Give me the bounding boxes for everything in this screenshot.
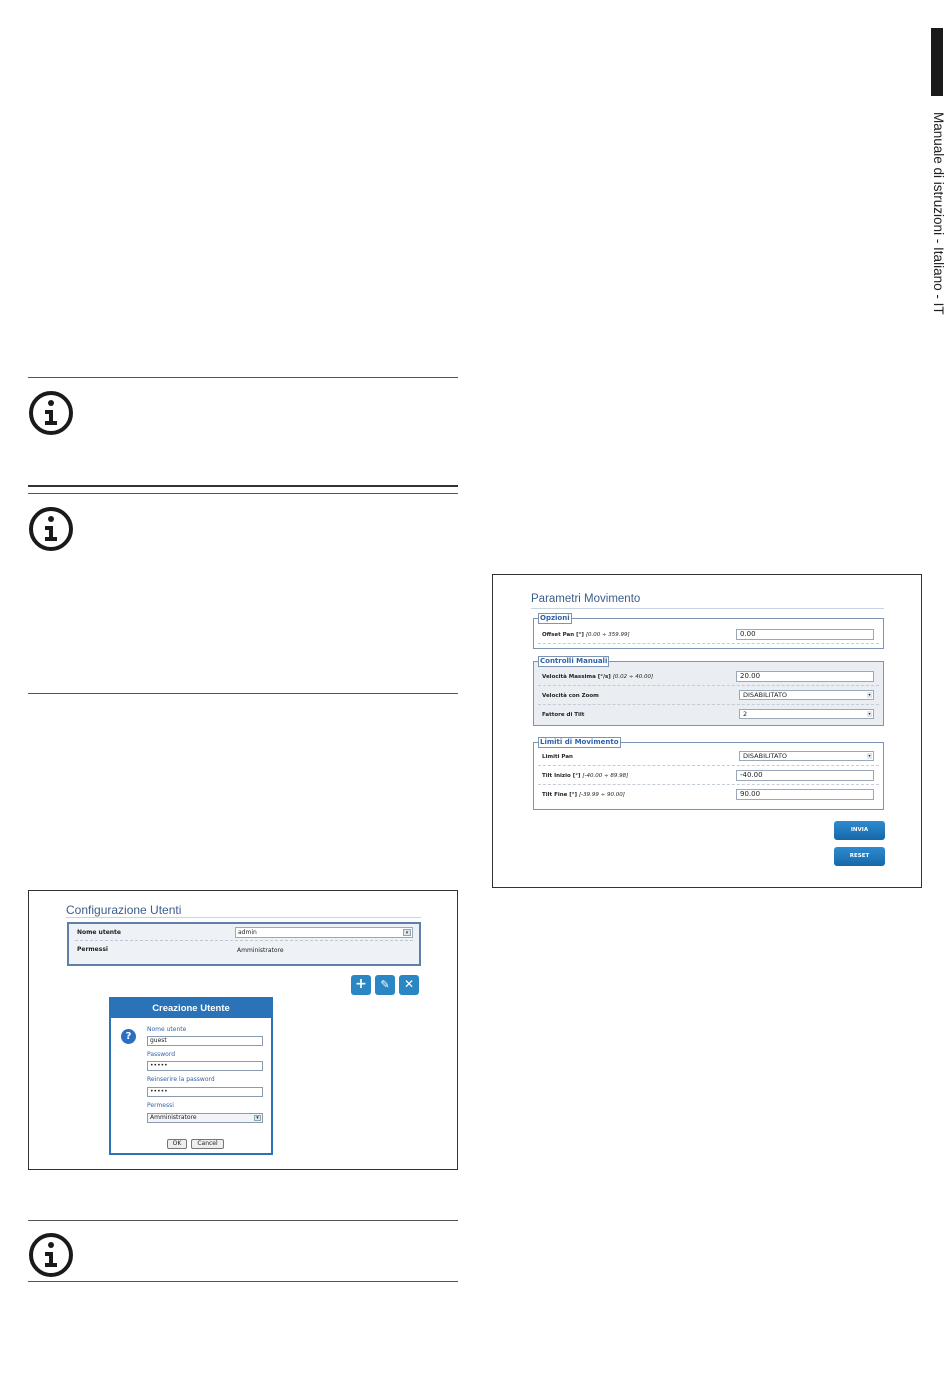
zoom-speed-select[interactable]: DISABILITATO ▾ (739, 690, 874, 700)
options-legend: Opzioni (540, 614, 570, 622)
note-divider (28, 1281, 458, 1282)
row-label: Permessi (77, 946, 108, 953)
username-label: Nome utente (147, 1026, 187, 1033)
chevron-down-icon: ▾ (403, 929, 411, 936)
row-label: Nome utente (77, 929, 121, 936)
tilt-end-range: [-39.99 ÷ 90.00] (578, 792, 625, 798)
note-divider (28, 377, 458, 378)
tilt-factor-row (538, 705, 879, 724)
page-title: Parametri Movimento (531, 593, 641, 605)
tilt-end-label: Tilt Fine [°] (542, 792, 578, 798)
tilt-end-row (538, 785, 879, 804)
info-icon (28, 390, 74, 436)
max-speed-label: Velocità Massima [°/s] (542, 674, 611, 680)
offset-pan-label: Offset Pan [°] (542, 632, 584, 638)
tilt-start-range: [-40.00 ÷ 89.98] (582, 773, 629, 779)
tilt-factor-select[interactable]: 2 ▾ (739, 709, 874, 719)
info-icon (28, 1232, 74, 1278)
manual-controls-fieldset (533, 657, 884, 726)
confirm-password-input[interactable]: ••••• (147, 1087, 263, 1097)
pencil-icon: ✎ (380, 978, 390, 991)
movement-limits-fieldset (533, 738, 884, 810)
dialog-title: Creazione Utente (111, 999, 271, 1018)
table-row (75, 941, 413, 958)
add-user-button[interactable] (351, 975, 371, 995)
tilt-start-row (538, 766, 879, 785)
table-row (75, 924, 413, 941)
side-tab-marker (931, 28, 943, 96)
close-icon: ✕ (403, 977, 415, 991)
edit-user-button[interactable] (375, 975, 395, 995)
tilt-end-input[interactable]: 90.00 (736, 789, 874, 800)
tilt-factor-label: Fattore di Tilt (542, 712, 585, 718)
pan-limits-label: Limiti Pan (542, 754, 573, 760)
ok-button[interactable]: OK (167, 1139, 187, 1149)
options-fieldset (533, 614, 884, 649)
zoom-speed-row (538, 686, 879, 705)
offset-pan-row (538, 625, 879, 644)
note-divider (28, 693, 458, 694)
create-user-dialog (109, 997, 273, 1155)
tilt-start-input[interactable]: -40.00 (736, 770, 874, 781)
cancel-button[interactable]: Cancel (191, 1139, 224, 1149)
max-speed-row (538, 667, 879, 686)
confirm-password-label: Reinserire la password (147, 1076, 215, 1083)
chevron-down-icon: ▾ (868, 753, 871, 758)
note-divider (28, 493, 458, 494)
zoom-speed-label: Velocità con Zoom (542, 693, 599, 699)
users-config-screenshot (28, 890, 458, 1170)
movement-limits-legend: Limiti di Movimento (540, 738, 619, 746)
chevron-down-icon: ▾ (254, 1115, 261, 1121)
title-underline (531, 608, 884, 609)
max-speed-range: [0.02 ÷ 40.00] (612, 674, 654, 680)
send-button[interactable]: INVIA (834, 821, 885, 840)
password-label: Password (147, 1051, 176, 1058)
pan-limits-row (538, 747, 879, 766)
chevron-down-icon: ▾ (868, 711, 871, 716)
permissions-value: Amministratore (237, 947, 284, 954)
plus-icon: + (355, 976, 367, 992)
offset-pan-input[interactable]: 0.00 (736, 629, 874, 640)
users-table (67, 922, 421, 966)
tilt-start-label: Tilt Inizio [°] (542, 773, 581, 779)
username-input[interactable]: guest (147, 1036, 263, 1046)
username-select[interactable]: admin ▾ (235, 927, 413, 938)
chevron-down-icon: ▾ (868, 692, 871, 697)
max-speed-input[interactable]: 20.00 (736, 671, 874, 682)
permissions-select[interactable]: Amministratore ▾ (147, 1113, 263, 1123)
offset-pan-range: [0.00 ÷ 359.99] (585, 632, 630, 638)
delete-user-button[interactable] (399, 975, 419, 995)
movement-params-screenshot (492, 574, 922, 888)
question-icon: ? (121, 1029, 136, 1044)
note-divider (28, 1220, 458, 1221)
manual-controls-legend: Controlli Manuali (540, 657, 608, 665)
password-input[interactable]: ••••• (147, 1061, 263, 1071)
permissions-label: Permessi (147, 1102, 174, 1109)
page-title: Configurazione Utenti (66, 903, 182, 917)
title-underline (66, 917, 421, 918)
side-tab-label: Manuale di istruzioni - Italiano - IT (931, 112, 946, 315)
info-icon (28, 506, 74, 552)
note-divider (28, 485, 458, 487)
reset-button[interactable]: RESET (834, 847, 885, 866)
pan-limits-select[interactable]: DISABILITATO ▾ (739, 751, 874, 761)
